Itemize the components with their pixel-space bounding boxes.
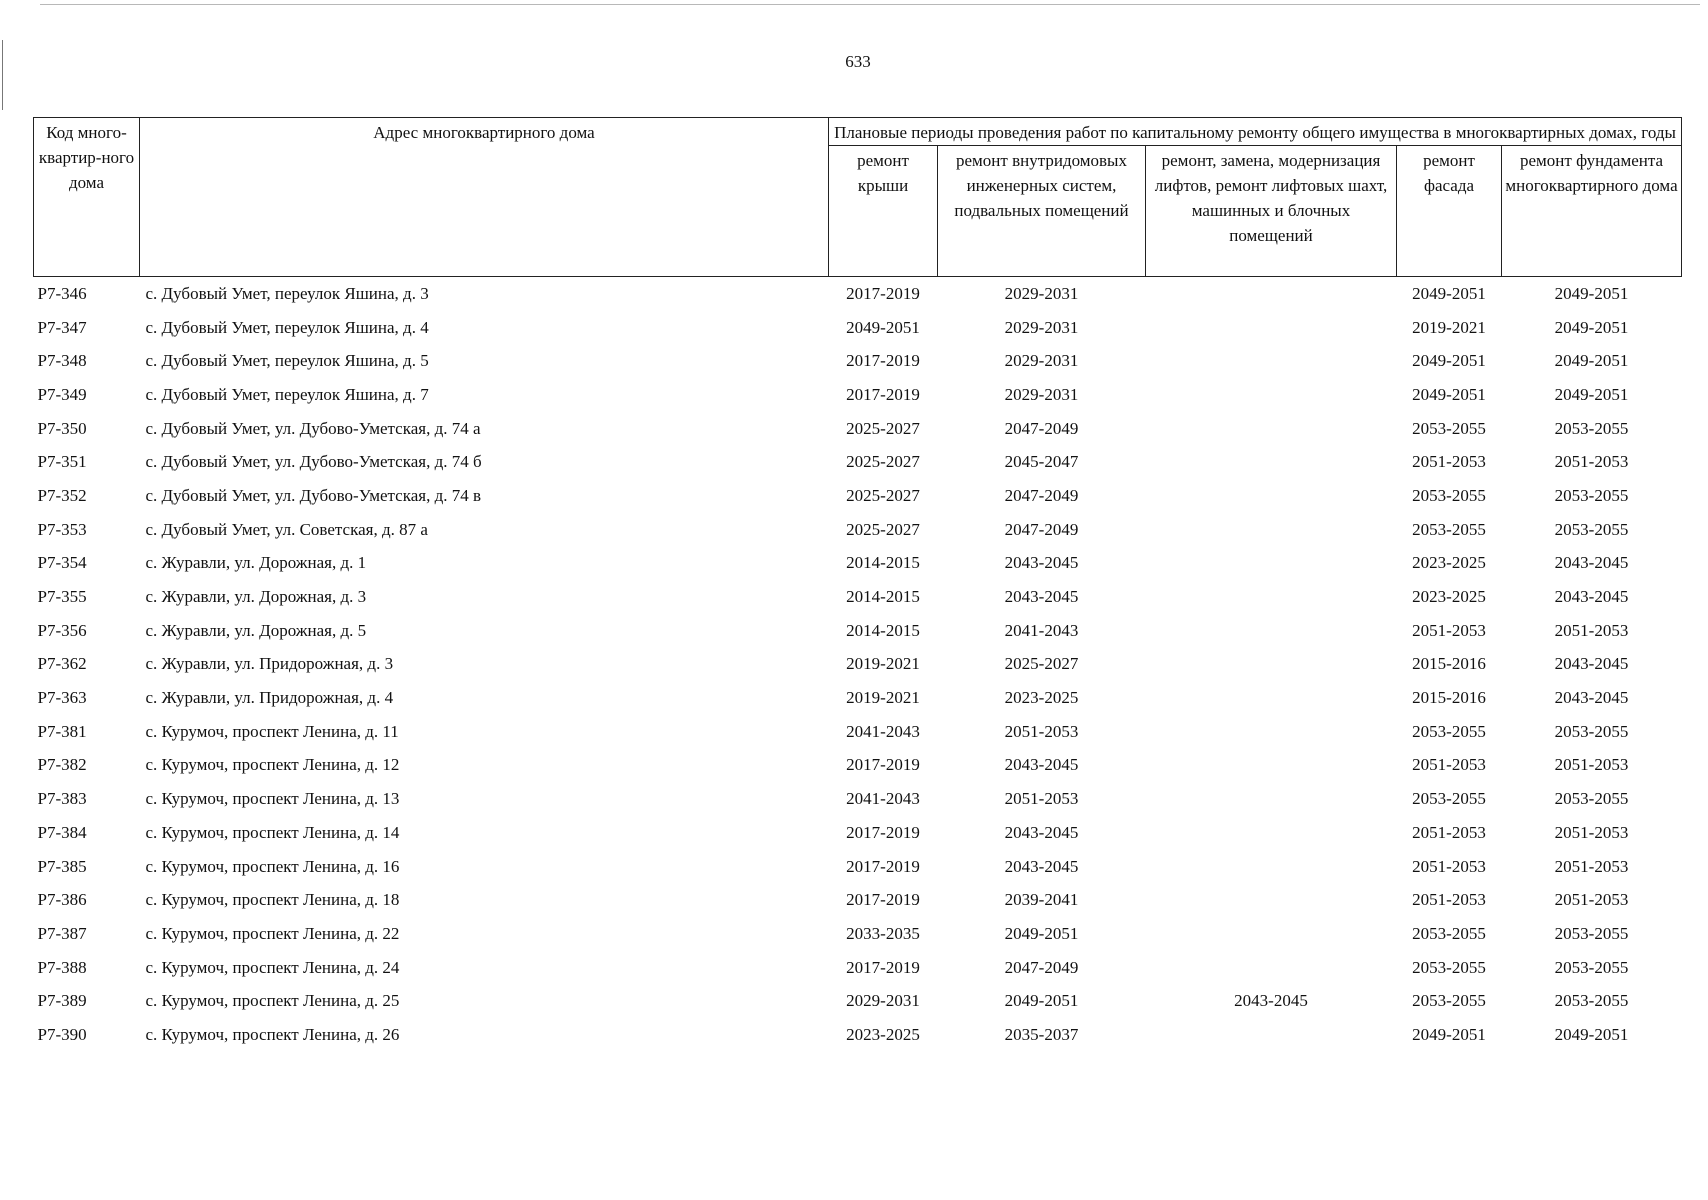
cell-facade: 2049-2051 bbox=[1412, 384, 1486, 404]
header-foundation: ремонт фундамента многоквартирного дома bbox=[1502, 146, 1682, 277]
cell-code: Р7-386 bbox=[37, 890, 87, 910]
cell-engineering: 2043-2045 bbox=[1004, 856, 1079, 876]
cell-address: с. Дубовый Умет, переулок Яшина, д. 3 bbox=[145, 283, 429, 303]
cell-code: Р7-354 bbox=[37, 553, 87, 573]
cell-facade: 2051-2053 bbox=[1412, 890, 1486, 910]
cell-engineering: 2043-2045 bbox=[1004, 822, 1079, 842]
table-row bbox=[34, 547, 1682, 581]
cell-foundation: 2043-2045 bbox=[1554, 587, 1629, 607]
cell-engineering: 2029-2031 bbox=[1004, 317, 1079, 337]
cell-elevators bbox=[1146, 749, 1397, 783]
table-row bbox=[34, 412, 1682, 446]
cell-foundation: 2051-2053 bbox=[1554, 856, 1629, 876]
cell-elevators bbox=[1146, 883, 1397, 917]
cell-address: с. Дубовый Умет, переулок Яшина, д. 4 bbox=[145, 317, 429, 337]
cell-address: с. Дубовый Умет, ул. Дубово-Уметская, д. 74 в bbox=[145, 485, 482, 505]
cell-facade: 2053-2055 bbox=[1412, 957, 1486, 977]
table-row bbox=[34, 749, 1682, 783]
cell-code: Р7-347 bbox=[37, 317, 87, 337]
table-row bbox=[34, 984, 1682, 1018]
cell-facade: 2015-2016 bbox=[1412, 654, 1486, 674]
cell-address: с. Курумоч, проспект Ленина, д. 13 bbox=[145, 789, 400, 809]
cell-engineering: 2047-2049 bbox=[1004, 418, 1079, 438]
scan-left-edge bbox=[2, 40, 3, 110]
page-number: 633 bbox=[845, 52, 871, 71]
cell-address: с. Журавли, ул. Дорожная, д. 3 bbox=[145, 587, 367, 607]
cell-address: с. Курумоч, проспект Ленина, д. 16 bbox=[145, 856, 400, 876]
cell-engineering: 2029-2031 bbox=[1004, 283, 1079, 303]
cell-facade: 2049-2051 bbox=[1412, 283, 1486, 303]
cell-elevators bbox=[1146, 412, 1397, 446]
cell-code: Р7-385 bbox=[37, 856, 87, 876]
header-elevators: ремонт, замена, модернизация лифтов, ремонт лифтовых шахт, машинных и блочных помещений bbox=[1146, 146, 1397, 277]
cell-facade: 2053-2055 bbox=[1412, 991, 1486, 1011]
cell-roof: 2017-2019 bbox=[846, 283, 920, 303]
cell-code: Р7-362 bbox=[37, 654, 87, 674]
cell-engineering: 2041-2043 bbox=[1004, 620, 1079, 640]
cell-code: Р7-348 bbox=[37, 351, 87, 371]
cell-elevators: 2043-2045 bbox=[1234, 991, 1308, 1011]
cell-elevators bbox=[1146, 782, 1397, 816]
cell-elevators bbox=[1146, 1018, 1397, 1052]
cell-foundation: 2043-2045 bbox=[1554, 688, 1629, 708]
cell-elevators bbox=[1146, 917, 1397, 951]
cell-roof: 2025-2027 bbox=[846, 452, 920, 472]
cell-foundation: 2051-2053 bbox=[1554, 452, 1629, 472]
cell-elevators bbox=[1146, 445, 1397, 479]
cell-elevators bbox=[1146, 816, 1397, 850]
table-row bbox=[34, 1018, 1682, 1052]
cell-engineering: 2047-2049 bbox=[1004, 519, 1079, 539]
cell-elevators bbox=[1146, 715, 1397, 749]
cell-foundation: 2053-2055 bbox=[1554, 923, 1629, 943]
header-code: Код много-квартир-ного дома bbox=[34, 118, 140, 277]
cell-engineering: 2049-2051 bbox=[1004, 923, 1079, 943]
cell-roof: 2017-2019 bbox=[846, 890, 920, 910]
cell-roof: 2019-2021 bbox=[846, 688, 920, 708]
cell-foundation: 2049-2051 bbox=[1554, 317, 1629, 337]
cell-address: с. Курумоч, проспект Ленина, д. 24 bbox=[145, 957, 400, 977]
cell-code: Р7-388 bbox=[37, 957, 87, 977]
cell-address: с. Курумоч, проспект Ленина, д. 26 bbox=[145, 1024, 400, 1044]
repair-schedule-sheet bbox=[33, 117, 1681, 1052]
cell-engineering: 2025-2027 bbox=[1004, 654, 1079, 674]
cell-code: Р7-384 bbox=[37, 822, 87, 842]
cell-facade: 2049-2051 bbox=[1412, 351, 1486, 371]
cell-address: с. Дубовый Умет, переулок Яшина, д. 5 bbox=[145, 351, 429, 371]
repair-schedule-table bbox=[33, 117, 1682, 1052]
cell-engineering: 2043-2045 bbox=[1004, 587, 1079, 607]
cell-foundation: 2049-2051 bbox=[1554, 384, 1629, 404]
cell-foundation: 2053-2055 bbox=[1554, 418, 1629, 438]
cell-address: с. Курумоч, проспект Ленина, д. 12 bbox=[145, 755, 400, 775]
cell-engineering: 2051-2053 bbox=[1004, 721, 1079, 741]
table-row bbox=[34, 951, 1682, 985]
cell-facade: 2053-2055 bbox=[1412, 923, 1486, 943]
cell-engineering: 2035-2037 bbox=[1004, 1024, 1079, 1044]
cell-address: с. Дубовый Умет, ул. Советская, д. 87 а bbox=[145, 519, 428, 539]
cell-address: с. Дубовый Умет, переулок Яшина, д. 7 bbox=[145, 384, 429, 404]
cell-engineering: 2029-2031 bbox=[1004, 351, 1079, 371]
table-body bbox=[34, 277, 1682, 1052]
cell-address: с. Журавли, ул. Дорожная, д. 5 bbox=[145, 620, 367, 640]
cell-foundation: 2049-2051 bbox=[1554, 283, 1629, 303]
cell-elevators bbox=[1146, 344, 1397, 378]
cell-roof: 2014-2015 bbox=[846, 587, 920, 607]
cell-elevators bbox=[1146, 681, 1397, 715]
header-facade: ремонт фасада bbox=[1397, 146, 1502, 277]
cell-address: с. Курумоч, проспект Ленина, д. 22 bbox=[145, 923, 400, 943]
table-row bbox=[34, 614, 1682, 648]
cell-roof: 2025-2027 bbox=[846, 519, 920, 539]
cell-roof: 2019-2021 bbox=[846, 654, 920, 674]
cell-engineering: 2043-2045 bbox=[1004, 553, 1079, 573]
cell-elevators bbox=[1146, 648, 1397, 682]
cell-elevators bbox=[1146, 547, 1397, 581]
cell-foundation: 2051-2053 bbox=[1554, 822, 1629, 842]
cell-roof: 2025-2027 bbox=[846, 485, 920, 505]
header-address: Адрес многоквартирного дома bbox=[140, 118, 829, 277]
cell-engineering: 2051-2053 bbox=[1004, 789, 1079, 809]
cell-address: с. Курумоч, проспект Ленина, д. 11 bbox=[145, 721, 399, 741]
table-row bbox=[34, 311, 1682, 345]
scan-top-rule bbox=[40, 4, 1700, 5]
table-row bbox=[34, 378, 1682, 412]
cell-code: Р7-389 bbox=[37, 991, 87, 1011]
cell-roof: 2041-2043 bbox=[846, 721, 920, 741]
cell-code: Р7-387 bbox=[37, 923, 87, 943]
cell-facade: 2051-2053 bbox=[1412, 856, 1486, 876]
cell-roof: 2014-2015 bbox=[846, 553, 920, 573]
cell-elevators bbox=[1146, 277, 1397, 311]
cell-roof: 2049-2051 bbox=[846, 317, 920, 337]
cell-facade: 2053-2055 bbox=[1412, 789, 1486, 809]
cell-roof: 2014-2015 bbox=[846, 620, 920, 640]
cell-foundation: 2043-2045 bbox=[1554, 553, 1629, 573]
cell-roof: 2023-2025 bbox=[846, 1024, 920, 1044]
header-periods: Плановые периоды проведения работ по капитальному ремонту общего имущества в многоквартирных домах, годы bbox=[829, 118, 1682, 146]
cell-facade: 2051-2053 bbox=[1412, 452, 1486, 472]
table-row bbox=[34, 344, 1682, 378]
cell-elevators bbox=[1146, 513, 1397, 547]
cell-facade: 2053-2055 bbox=[1412, 721, 1486, 741]
cell-elevators bbox=[1146, 311, 1397, 345]
cell-facade: 2023-2025 bbox=[1412, 553, 1486, 573]
cell-facade: 2051-2053 bbox=[1412, 620, 1486, 640]
table-row bbox=[34, 715, 1682, 749]
cell-foundation: 2043-2045 bbox=[1554, 654, 1629, 674]
cell-code: Р7-346 bbox=[37, 283, 87, 303]
cell-foundation: 2053-2055 bbox=[1554, 721, 1629, 741]
header-roof: ремонт крыши bbox=[829, 146, 938, 277]
table-row bbox=[34, 917, 1682, 951]
cell-foundation: 2053-2055 bbox=[1554, 519, 1629, 539]
cell-address: с. Журавли, ул. Придорожная, д. 4 bbox=[145, 688, 394, 708]
cell-foundation: 2051-2053 bbox=[1554, 620, 1629, 640]
cell-engineering: 2047-2049 bbox=[1004, 957, 1079, 977]
table-row bbox=[34, 277, 1682, 311]
table-row bbox=[34, 782, 1682, 816]
cell-foundation: 2051-2053 bbox=[1554, 890, 1629, 910]
cell-roof: 2017-2019 bbox=[846, 957, 920, 977]
cell-foundation: 2053-2055 bbox=[1554, 789, 1629, 809]
cell-code: Р7-350 bbox=[37, 418, 87, 438]
table-row bbox=[34, 648, 1682, 682]
table-row bbox=[34, 816, 1682, 850]
header-engineering: ремонт внутридомовых инженерных систем, подвальных помещений bbox=[938, 146, 1146, 277]
cell-roof: 2033-2035 bbox=[846, 923, 920, 943]
cell-elevators bbox=[1146, 479, 1397, 513]
cell-foundation: 2049-2051 bbox=[1554, 1024, 1629, 1044]
cell-facade: 2051-2053 bbox=[1412, 755, 1486, 775]
cell-code: Р7-349 bbox=[37, 384, 87, 404]
cell-elevators bbox=[1146, 850, 1397, 884]
table-header bbox=[34, 118, 1682, 277]
cell-engineering: 2049-2051 bbox=[1004, 991, 1079, 1011]
cell-roof: 2017-2019 bbox=[846, 351, 920, 371]
cell-code: Р7-353 bbox=[37, 519, 87, 539]
cell-address: с. Курумоч, проспект Ленина, д. 25 bbox=[145, 991, 400, 1011]
cell-code: Р7-352 bbox=[37, 485, 87, 505]
cell-engineering: 2029-2031 bbox=[1004, 384, 1079, 404]
table-row bbox=[34, 580, 1682, 614]
cell-code: Р7-356 bbox=[37, 620, 87, 640]
cell-code: Р7-383 bbox=[37, 789, 87, 809]
cell-engineering: 2039-2041 bbox=[1004, 890, 1079, 910]
cell-foundation: 2053-2055 bbox=[1554, 957, 1629, 977]
cell-facade: 2053-2055 bbox=[1412, 418, 1486, 438]
cell-engineering: 2023-2025 bbox=[1004, 688, 1079, 708]
cell-code: Р7-355 bbox=[37, 587, 87, 607]
cell-engineering: 2043-2045 bbox=[1004, 755, 1079, 775]
cell-roof: 2017-2019 bbox=[846, 755, 920, 775]
cell-elevators bbox=[1146, 951, 1397, 985]
cell-roof: 2041-2043 bbox=[846, 789, 920, 809]
cell-code: Р7-382 bbox=[37, 755, 87, 775]
cell-address: с. Курумоч, проспект Ленина, д. 14 bbox=[145, 822, 400, 842]
cell-foundation: 2049-2051 bbox=[1554, 351, 1629, 371]
cell-facade: 2053-2055 bbox=[1412, 519, 1486, 539]
cell-roof: 2029-2031 bbox=[846, 991, 920, 1011]
cell-address: с. Дубовый Умет, ул. Дубово-Уметская, д. 74 б bbox=[145, 452, 482, 472]
cell-roof: 2025-2027 bbox=[846, 418, 920, 438]
cell-facade: 2015-2016 bbox=[1412, 688, 1486, 708]
table-row bbox=[34, 681, 1682, 715]
cell-foundation: 2053-2055 bbox=[1554, 485, 1629, 505]
cell-roof: 2017-2019 bbox=[846, 822, 920, 842]
cell-elevators bbox=[1146, 580, 1397, 614]
cell-facade: 2051-2053 bbox=[1412, 822, 1486, 842]
cell-address: с. Журавли, ул. Дорожная, д. 1 bbox=[145, 553, 367, 573]
cell-foundation: 2053-2055 bbox=[1554, 991, 1629, 1011]
cell-facade: 2019-2021 bbox=[1412, 317, 1486, 337]
cell-engineering: 2047-2049 bbox=[1004, 485, 1079, 505]
cell-code: Р7-351 bbox=[37, 452, 87, 472]
cell-code: Р7-363 bbox=[37, 688, 87, 708]
cell-facade: 2053-2055 bbox=[1412, 485, 1486, 505]
cell-address: с. Дубовый Умет, ул. Дубово-Уметская, д. 74 а bbox=[145, 418, 481, 438]
cell-facade: 2023-2025 bbox=[1412, 587, 1486, 607]
cell-code: Р7-381 bbox=[37, 721, 87, 741]
cell-roof: 2017-2019 bbox=[846, 384, 920, 404]
table-row bbox=[34, 513, 1682, 547]
table-row bbox=[34, 850, 1682, 884]
cell-foundation: 2051-2053 bbox=[1554, 755, 1629, 775]
cell-elevators bbox=[1146, 378, 1397, 412]
table-row bbox=[34, 883, 1682, 917]
cell-roof: 2017-2019 bbox=[846, 856, 920, 876]
cell-engineering: 2045-2047 bbox=[1004, 452, 1079, 472]
cell-address: с. Курумоч, проспект Ленина, д. 18 bbox=[145, 890, 400, 910]
cell-code: Р7-390 bbox=[37, 1024, 87, 1044]
cell-address: с. Журавли, ул. Придорожная, д. 3 bbox=[145, 654, 394, 674]
cell-elevators bbox=[1146, 614, 1397, 648]
cell-facade: 2049-2051 bbox=[1412, 1024, 1486, 1044]
table-row bbox=[34, 445, 1682, 479]
table-row bbox=[34, 479, 1682, 513]
